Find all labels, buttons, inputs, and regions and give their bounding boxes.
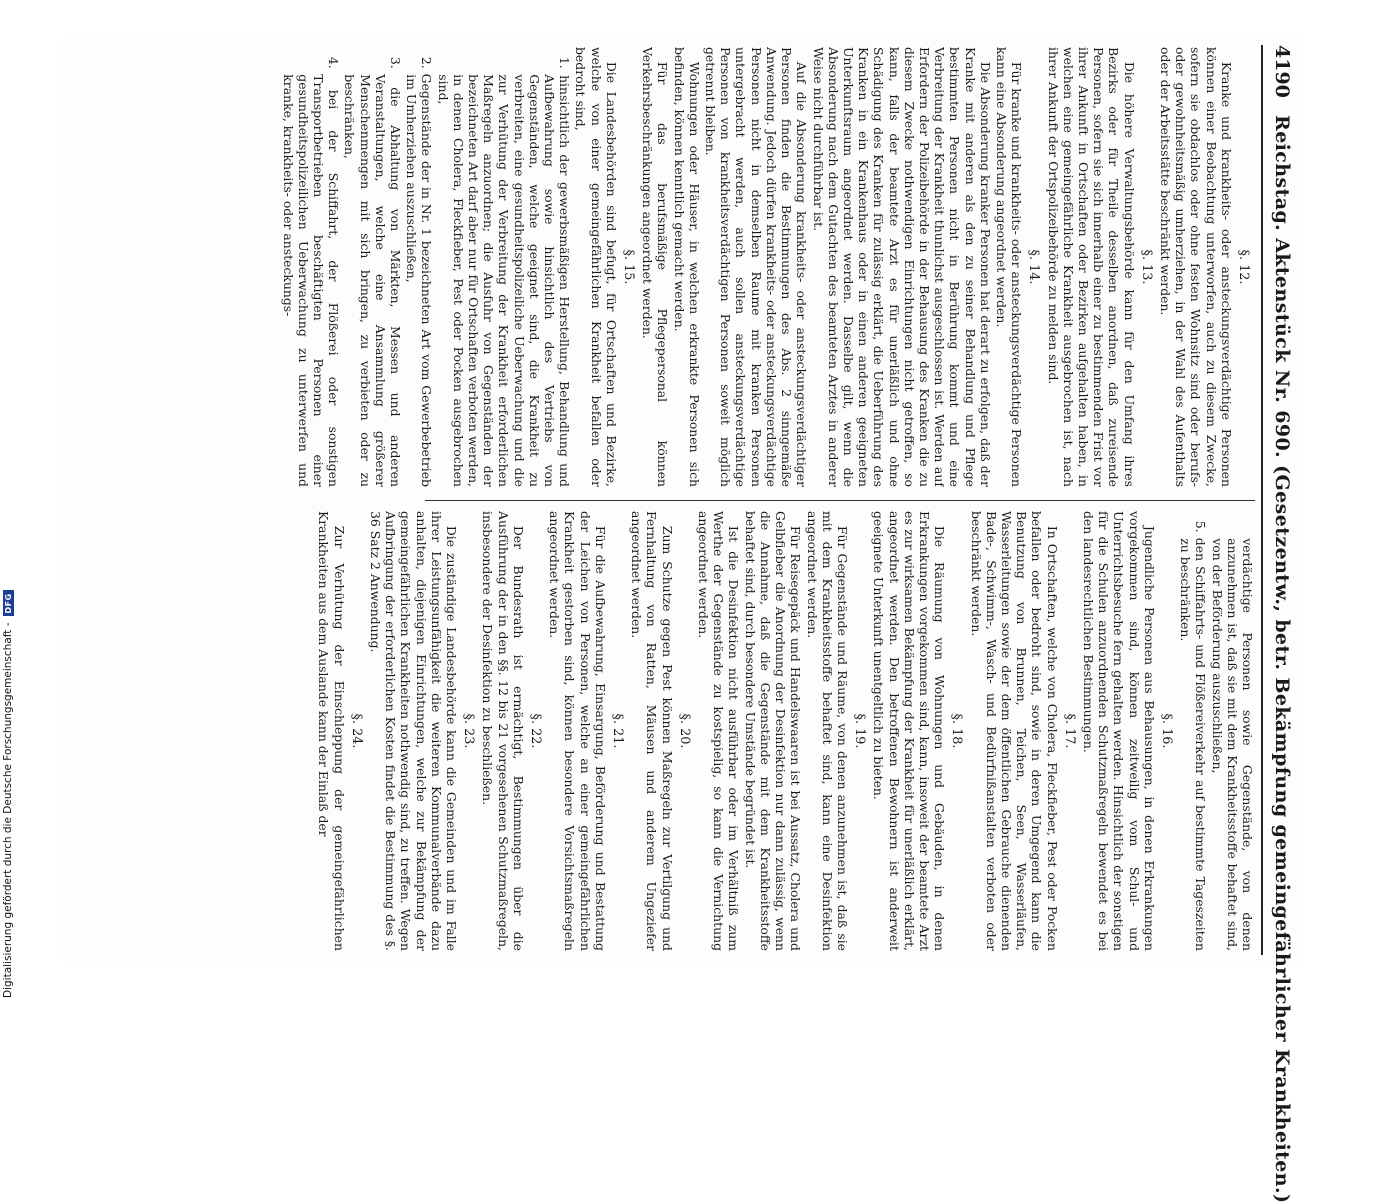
paragraph: Für Gegenstände und Räume, von denen anzunehmen ist, daß sie mit dem Krankheitsstoffe behaftet sind, kann eine Desinfektion angeordnet werden.: [804, 511, 850, 951]
paragraph: Die zuständige Landesbehörde kann die Gemeinden und im Falle ihrer Leistungsunfähigkeit die weiteren Kommunalverbände dazu anhalten, diejenigen Einrichtungen, welche zur Bekämpfung der gemeingefährlichen Krankheiten nothwendig sind, zu treffen. Wegen Aufbringung der erforderlichen Kosten findet die Bestimmung des §. 36 Satz 2 Anwendung.: [368, 511, 460, 951]
paragraph: Auf die Absonderung krankheits- oder ansteckungsverdächtiger Personen finden die Bestimmungen des Abs. 2 sinngemäße Anwendung. Jedoch dürfen krankheits- oder ansteckungsverdächtige Personen nicht in demselben Raume mit kranken Personen untergebracht werden, auch sollen ansteckungsverdächtige Personen von krankheitsverdächtigen Personen soweit möglich getrennt bleiben.: [703, 47, 810, 487]
list-item-continuation: verdächtige Personen sowie Gegenstände, von denen anzunehmen ist, daß sie mit dem Krankheitsstoffe behaftet sind, von der Beförderung auszuschließen,: [1209, 538, 1255, 951]
document-page: [63, 35, 1303, 1203]
page-header: [1261, 45, 1297, 1203]
list-item: 4. bei der Schiffahrt, der Flößerei oder sonstigen Transportbetrieben beschäftigten Personen einer gesundheitspolizeilichen Ueberwachung zu unterwerfen und kranke, krankheits- oder ansteckungs-: [280, 56, 342, 487]
paragraph: Zur Verhütung der Einschleppung der gemeingefährlichen Krankheiten aus dem Auslande kann der Einlaß der: [316, 511, 347, 951]
paragraph: Ist die Desinfektion nicht ausführbar oder im Verhältniß zum Werthe der Gegenstände zu kostspielig, so kann die Vernichtung angeordnet werden.: [696, 511, 742, 951]
paragraph: Die höhere Verwaltungsbehörde kann für den Umfang ihres Bezirks oder für Theile desselben anordnen, daß zureisende Personen, sofern sie sich innerhalb einer zu bestimmenden Frist vor ihrer Ankunft in Ortschaften oder Bezirken aufgehalten haben, in welchen eine gemeingefährliche Krankheit ausgebrochen ist, nach ihrer Ankunft der Ortspolizeibehörde zu melden sind.: [1045, 47, 1137, 487]
list-item: 2. Gegenstände der in Nr. 1 bezeichneten Art vom Gewerbebetrieb im Umherziehen auszuschließen,: [404, 56, 435, 487]
paragraph: Jugendliche Personen aus Behausungen, in denen Erkrankungen vorgekommen sind, können zeitweilig vom Schul- und Unterrichtsbesuche fern gehalten werden. Hinsichtlich der sonstigen für die Schulen anzuordnenden Schutzmaßregeln bewendet es bei den landesrechtlichen Bestimmungen.: [1080, 511, 1157, 951]
page-title: Reichstag. Aktenstück Nr. 690. (Gesetzentw., betr. Bekämpfung gemeingefährlicher Krankheiten.): [1271, 115, 1293, 1203]
page-number: 4190: [1271, 45, 1293, 98]
paragraph: Für kranke und krankheits- oder ansteckungsverdächtige Personen kann eine Absonderung angeordnet werden.: [993, 47, 1025, 487]
right-column: [71, 511, 1255, 951]
list-item: 3. die Abhaltung von Märkten, Messen und anderen Veranstaltungen, welche eine Ansammlung größerer Menschenmengen mit sich bringen, zu verbieten oder zu beschränken,: [342, 56, 404, 487]
paragraph: Der Bundesrath ist ermächtigt, Bestimmungen über die Ausführung der in den §§. 12 bis 21 vorgesehenen Schutzmaßregeln, insbesondere der Desinfektion zu beschließen.: [480, 511, 526, 951]
paragraph: Wohnungen oder Häuser, in welchen erkrankte Personen sich befinden, können kenntlich gemacht werden.: [671, 47, 702, 487]
paragraph: Zum Schutze gegen Pest können Maßregeln zur Vertilgung und Fernhaltung von Ratten, Mäusen und anderem Ungeziefer angeordnet werden.: [629, 511, 675, 951]
section-heading-15: §. 15.: [621, 249, 637, 285]
paragraph: Die Räumung von Wohnungen und Gebäuden, in denen Erkrankungen vorgekommen sind, kann, insoweit der beamtete Arzt es zur wirksamen Bekämpfung der Krankheit für unerläßlich erklärt, angeordnet werden. Den betroffenen Bewohnern ist anderweit geeignete Unterkunft unentgeltlich zu bieten.: [871, 511, 948, 951]
section-heading-22: §. 22.: [528, 713, 544, 749]
list-item: 1. hinsichtlich der gewerbsmäßigen Herstellung, Behandlung und Aufbewahrung sowie hinsichtlich des Vertriebs von Gegenständen, welche geeignet sind, die Krankheit zu verbreiten, eine gesundheitspolizeiliche Ueberwachung und die zur Verhütung der Verbreitung der Krankheit erforderlichen Maßregeln anzuordnen; die Ausfuhr von Gegenständen der bezeichneten Art darf aber nur für Ortschaften verboten werden, in denen Cholera, Fleckfieber, Pest oder Pocken ausgebrochen sind,: [435, 56, 573, 487]
paragraph: Für die Aufbewahrung, Einsargung, Beförderung und Bestattung der Leichen von Personen, welche an einer gemeingefährlichen Krankheit gestorben sind, können besondere Vorsichtsmaßregeln angeordnet werden.: [547, 511, 608, 951]
paragraph: Die Landesbehörden sind befugt, für Ortschaften und Bezirke, welche von einer gemeingefährlichen Krankheit befallen oder bedroht sind,: [573, 47, 619, 487]
paragraph: Für das berufsmäßige Pflegepersonal können Verkehrsbeschränkungen angeordnet werden.: [640, 47, 671, 487]
column-divider: [425, 500, 1255, 501]
paragraph: Kranke und krankheits- oder ansteckungsverdächtige Personen können einer Beobachtung unterworfen, auch zu diesem Zwecke, sofern sie obdachlos oder ohne festen Wohnsitz sind oder berufs- oder gewohnheitsmäßig umherziehen, in der Wahl des Aufenthalts oder der Arbeitsstätte beschränkt werden.: [1157, 47, 1234, 487]
section-heading-24: §. 24.: [348, 713, 364, 749]
section-heading-21: §. 21.: [610, 713, 626, 749]
section-heading-19: §. 19.: [852, 713, 868, 749]
digitization-footer: [2, 590, 14, 998]
section-heading-16: §. 16.: [1158, 713, 1174, 749]
paragraph: Für Reisegepäck und Handelswaaren ist bei Aussatz, Cholera und Gelbfieber die Anordnung der Desinfektion nur dann zulässig, wenn die Annahme, daß die Gegenstände mit dem Krankheitsstoffe behaftet sind, durch besondere Umstände begründet ist.: [742, 511, 804, 951]
section-heading-18: §. 18.: [949, 713, 965, 749]
list-item: 5. den Schiffahrts- und Flößereiverkehr auf bestimmte Tageszeiten zu beschränken.: [1178, 520, 1209, 951]
section-heading-17: §. 17.: [1061, 713, 1077, 749]
footer-text: Digitalisierung gefördert durch die Deutsche Forschungsgemeinschaft -: [2, 622, 14, 998]
paragraph: Die Absonderung kranker Personen hat derart zu erfolgen, daß der Kranke mit anderen als den zu seiner Behandlung und Pflege bestimmten Personen nicht in Berührung kommt und eine Verbreitung der Krankheit thunlichst ausgeschlossen ist. Werden auf Erfordern der Polizeibehörde in der Behausung des Kranken die zu diesem Zwecke nothwendigen Einrichtungen nicht getroffen, so kann, falls der beamtete Arzt es für unerläßlich und ohne Schädigung des Kranken für zulässig erklärt, die Ueberführung des Kranken in ein Krankenhaus oder in einen anderen geeigneten Unterkunftsraum angeordnet werden. Dasselbe gilt, wenn die Absonderung nach dem Gutachten des beamteten Arztes in anderer Weise nicht durchführbar ist.: [810, 47, 993, 487]
section-heading-20: §. 20.: [676, 713, 692, 749]
dfg-logo: DFG: [3, 590, 14, 616]
section-heading-14: §. 14.: [1026, 249, 1042, 285]
section-heading-13: §. 13.: [1138, 249, 1154, 285]
section-heading-12: §. 12.: [1236, 249, 1251, 285]
left-column: [71, 47, 1255, 487]
section-heading-23: §. 23.: [461, 713, 477, 749]
paragraph: In Ortschaften, welche von Cholera, Fleckfieber, Pest oder Pocken befallen oder bedroht sind, sowie in deren Umgegend kann die Benutzung von Brunnen, Teichen, Seen, Wasserläufen, Wasserleitungen sowie der dem öffentlichen Gebrauche dienenden Bade-, Schwimm-, Wasch- und Bedürfnißanstalten verboten oder beschränkt werden.: [968, 511, 1060, 951]
